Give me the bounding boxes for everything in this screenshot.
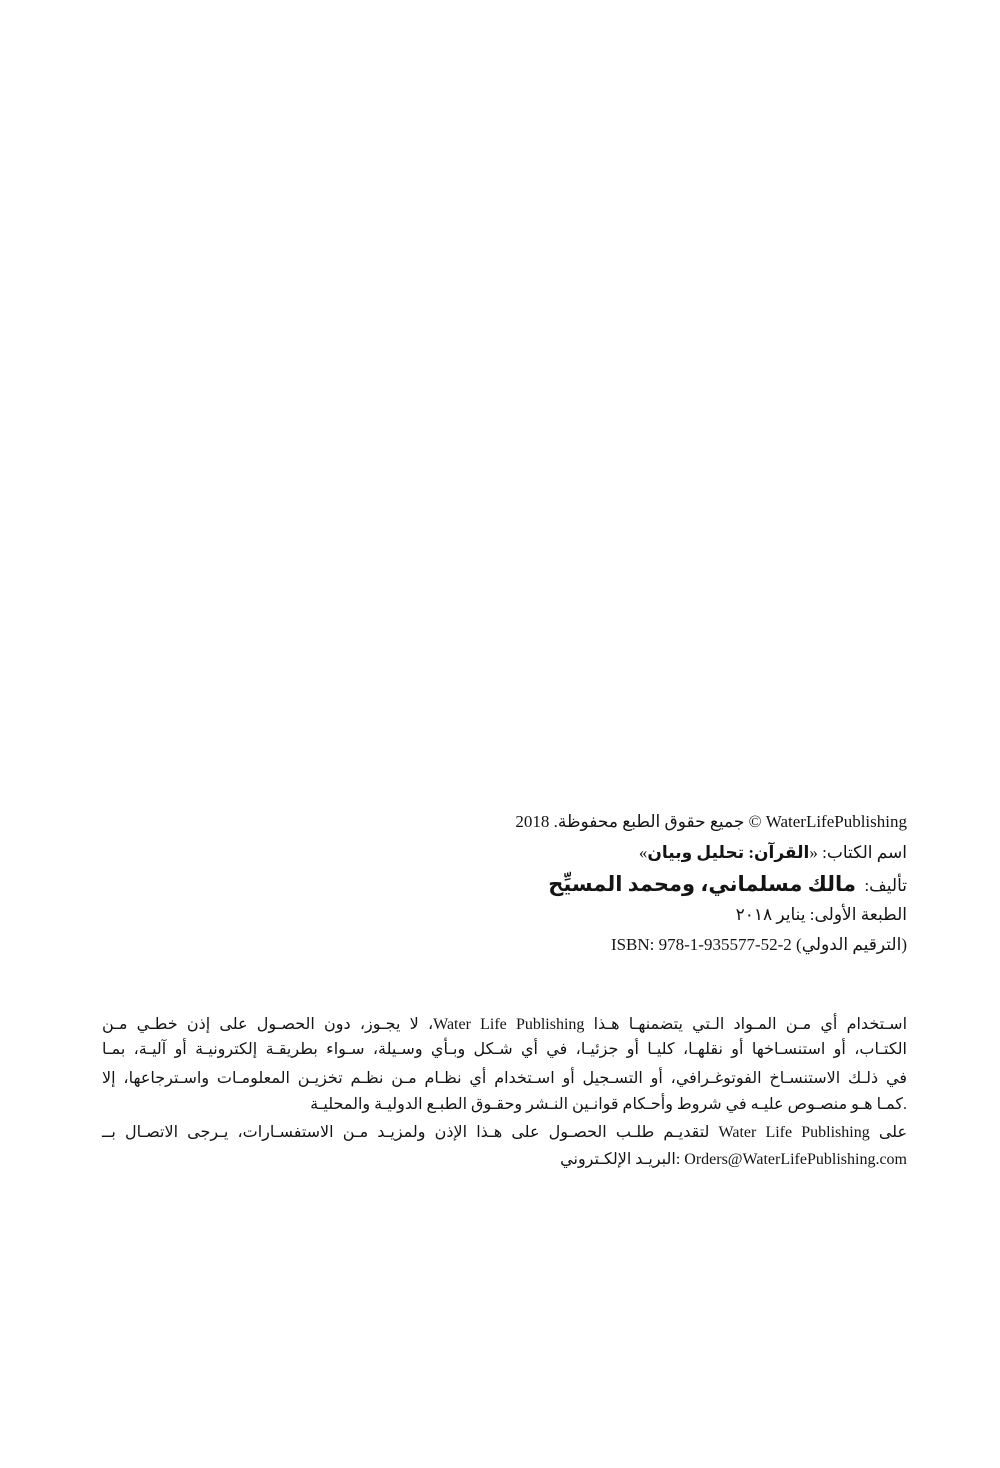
contact-email-line: Orders@WaterLifePublishing.com :البريـد الإلكـتروني <box>560 1151 907 1168</box>
book-title-label: اسم الكتاب: <box>822 843 907 862</box>
author-line <box>548 870 907 900</box>
notice-line: اسـتخدام أي مـن المـواد الـتي يتضمنهـا هـذا Water Life Publishing، لا يجـوز، دون الحصـول على إذن خطـي مـن <box>102 1016 908 1033</box>
book-title: القرآن: تحليل وبيان <box>647 843 810 862</box>
copyright-line: WaterLifePublishing © جميع حقوق الطبع محفوظة. 2018 <box>515 812 907 831</box>
book-title-close-quote: » <box>638 843 648 862</box>
edition-line: الطبعة الأولى: يناير ٢٠١٨ <box>735 905 907 924</box>
notice-line: الكتـاب، أو استنسـاخها أو نقلهـا، كليـا أو جزئيـا، في أي شـكل وبـأي وسـيلة، سـواء بطريقـة إلكترونيـة أو آليـة، بمـا <box>102 1041 907 1058</box>
isbn-label: (الترقيم الدولي) <box>796 935 907 954</box>
isbn-line <box>611 933 907 957</box>
book-title-line <box>639 841 907 865</box>
notice-line: في ذلـك الاستنسـاخ الفوتوغـرافي، أو التسـجيل أو اسـتخدام أي نظـام مـن نظـم تخزيـن المعلومـات واسـترجاعها، إلا <box>102 1070 907 1087</box>
isbn-value: ISBN: 978-1-935577-52-2 <box>610 935 792 954</box>
author-names: مالك مسلماني، ومحمد المسيِّح <box>548 872 856 896</box>
notice-line: .كمـا هـو منصـوص عليـه في شروط وأحـكام قوانـين النـشر وحقـوق الطبـع الدوليـة والمحليـة <box>310 1096 907 1113</box>
book-title-open-quote: « <box>809 843 818 862</box>
author-label: تأليف: <box>864 876 907 895</box>
notice-line: على Water Life Publishing لتقديـم طلـب الحصـول على هـذا الإذن ولمزيـد مـن الاستفسـارات، يـرجى الاتصـال بــ <box>102 1124 908 1141</box>
